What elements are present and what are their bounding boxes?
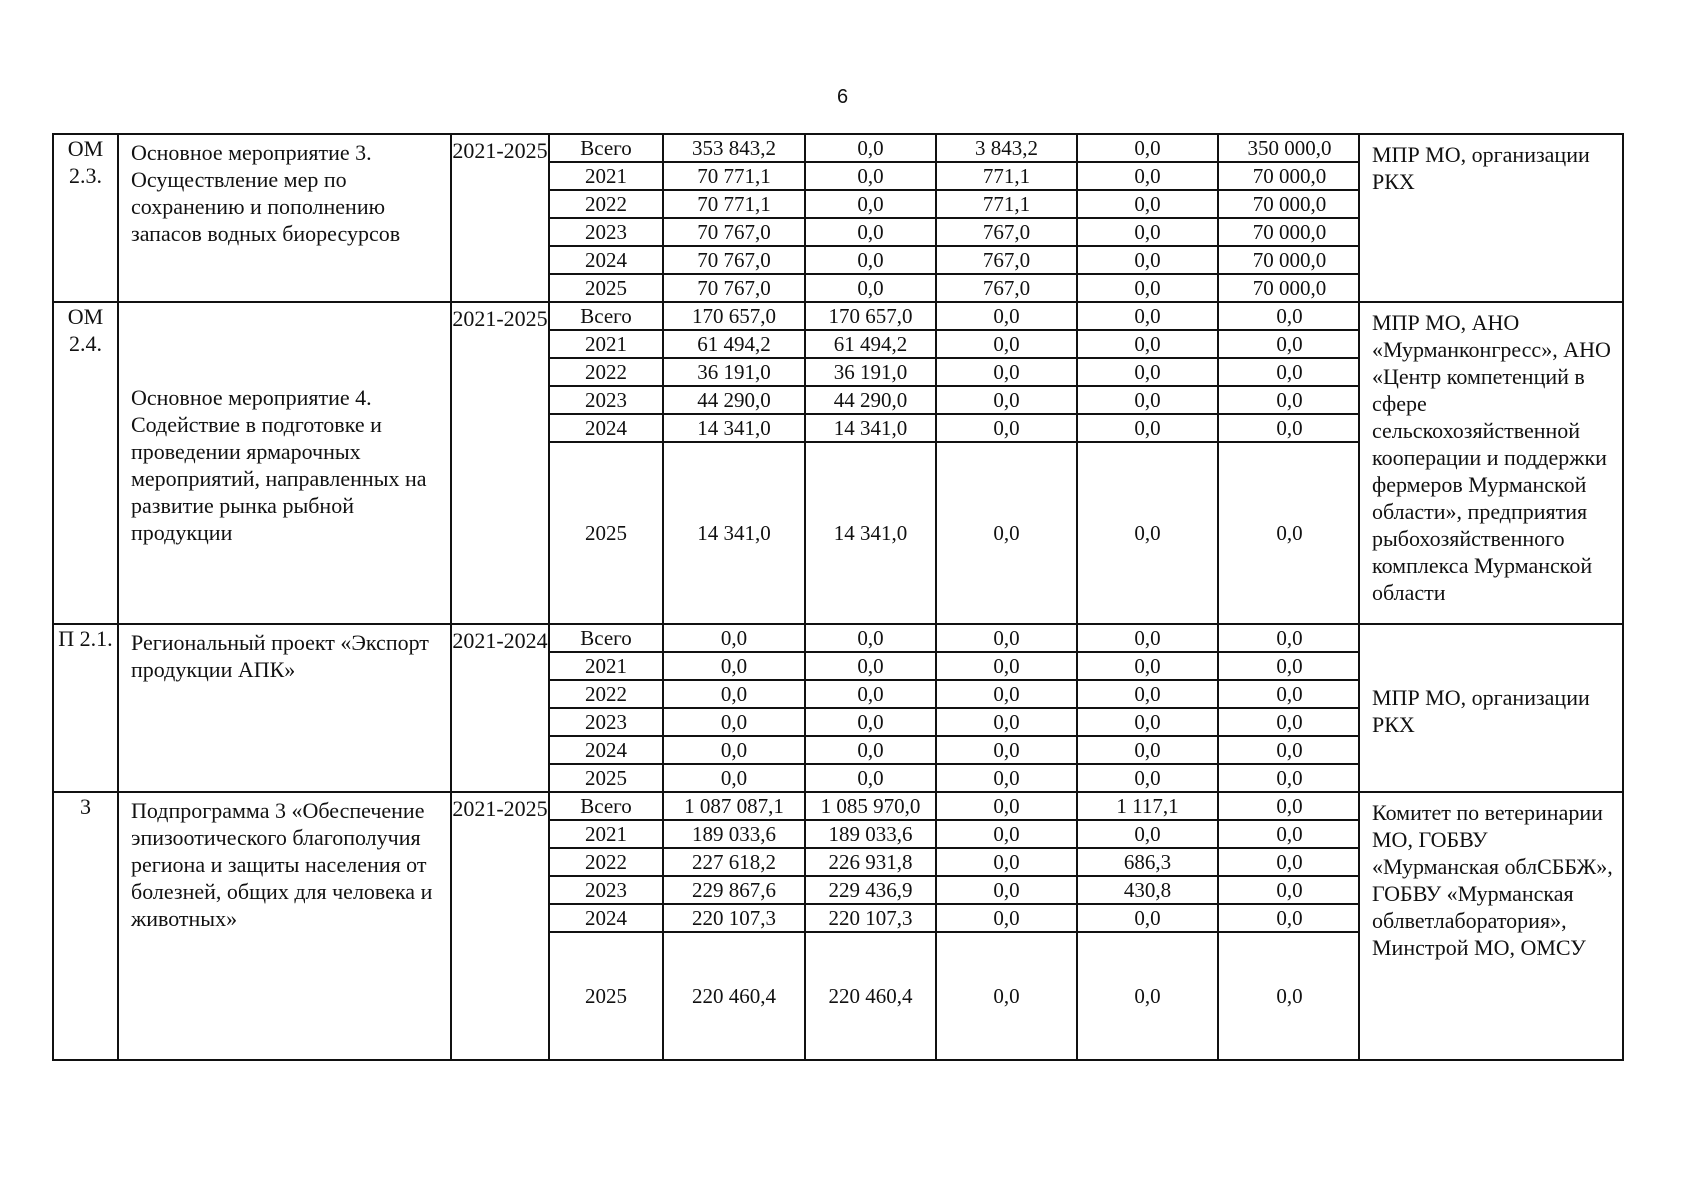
finance-value: 70 000,0: [1218, 274, 1360, 301]
finance-cell: [549, 134, 1359, 302]
finance-row: [550, 848, 1360, 876]
finance-value: 0,0: [1218, 736, 1360, 764]
finance-value: 0,0: [1218, 820, 1360, 848]
finance-value: 353 843,2: [663, 135, 805, 162]
finance-value: 0,0: [1218, 904, 1360, 932]
finance-value: 0,0: [805, 190, 936, 218]
finance-value: 0,0: [1218, 303, 1360, 330]
finance-value: 0,0: [805, 652, 936, 680]
finance-value: 0,0: [1218, 708, 1360, 736]
finance-row: [550, 246, 1360, 274]
finance-row: [550, 190, 1360, 218]
finance-value: 0,0: [1218, 358, 1360, 386]
finance-value: 36 191,0: [663, 358, 805, 386]
row-name: Подпрограмма 3 «Обеспечение эпизоотического благополучия региона и защиты населения от болезней, общих для человека и животных»: [118, 792, 451, 1060]
finance-row: [550, 680, 1360, 708]
finance-value: 14 341,0: [805, 442, 936, 623]
finance-year: Всего: [550, 135, 663, 162]
finance-value: 350 000,0: [1218, 135, 1360, 162]
finance-value: 14 341,0: [663, 414, 805, 442]
finance-value: 0,0: [1077, 162, 1218, 190]
finance-value: 0,0: [805, 680, 936, 708]
finance-value: 229 867,6: [663, 876, 805, 904]
finance-year: 2022: [550, 848, 663, 876]
page-number: 6: [836, 86, 849, 108]
row-code: 3: [53, 792, 118, 1060]
finance-value: 0,0: [805, 274, 936, 301]
finance-table: [550, 793, 1360, 1059]
finance-year: 2023: [550, 876, 663, 904]
finance-value: 14 341,0: [805, 414, 936, 442]
finance-value: 771,1: [936, 190, 1077, 218]
finance-value: 0,0: [936, 652, 1077, 680]
finance-row: [550, 135, 1360, 162]
row-code: П 2.1.: [53, 624, 118, 792]
finance-value: 0,0: [1218, 442, 1360, 623]
table-row: [53, 792, 1623, 1060]
finance-year: 2024: [550, 414, 663, 442]
finance-value: 686,3: [1077, 848, 1218, 876]
finance-value: 0,0: [805, 625, 936, 652]
finance-value: 0,0: [1077, 218, 1218, 246]
row-executors: МПР МО, организации РКХ: [1359, 134, 1623, 302]
finance-value: 70 767,0: [663, 274, 805, 301]
finance-cell: [549, 302, 1359, 624]
finance-row: [550, 274, 1360, 301]
finance-value: 0,0: [1218, 932, 1360, 1059]
finance-value: 0,0: [1077, 414, 1218, 442]
row-period: 2021-2025: [451, 134, 549, 302]
row-name: Основное мероприятие 3. Осуществление мер по сохранению и пополнению запасов водных биоресурсов: [118, 134, 451, 302]
finance-row: [550, 652, 1360, 680]
finance-value: 1 117,1: [1077, 793, 1218, 820]
finance-value: 14 341,0: [663, 442, 805, 623]
finance-value: 0,0: [663, 680, 805, 708]
finance-year: 2021: [550, 330, 663, 358]
finance-value: 430,8: [1077, 876, 1218, 904]
finance-year: Всего: [550, 303, 663, 330]
finance-value: 0,0: [936, 708, 1077, 736]
finance-table: [550, 625, 1360, 791]
finance-table: [550, 135, 1360, 301]
finance-value: 0,0: [1218, 680, 1360, 708]
finance-value: 0,0: [936, 793, 1077, 820]
finance-value: 70 771,1: [663, 162, 805, 190]
finance-value: 61 494,2: [663, 330, 805, 358]
table-row: [53, 302, 1623, 624]
finance-table: [550, 303, 1360, 623]
finance-value: 0,0: [936, 442, 1077, 623]
row-period: 2021-2025: [451, 792, 549, 1060]
row-period: 2021-2025: [451, 302, 549, 624]
row-code: ОМ 2.3.: [53, 134, 118, 302]
finance-value: 0,0: [936, 625, 1077, 652]
row-name: Основное мероприятие 4. Содействие в подготовке и проведении ярмарочных мероприятий, направленных на развитие рынка рыбной продукции: [118, 302, 451, 624]
finance-value: 0,0: [805, 218, 936, 246]
finance-year: 2021: [550, 820, 663, 848]
finance-year: Всего: [550, 793, 663, 820]
finance-value: 0,0: [1077, 246, 1218, 274]
finance-value: 0,0: [936, 736, 1077, 764]
finance-year: 2022: [550, 680, 663, 708]
finance-value: 0,0: [936, 904, 1077, 932]
finance-value: 0,0: [1218, 876, 1360, 904]
table-row: [53, 134, 1623, 302]
finance-year: 2025: [585, 984, 627, 1008]
finance-value: 70 771,1: [663, 190, 805, 218]
finance-value: 0,0: [936, 330, 1077, 358]
table-row: [53, 624, 1623, 792]
finance-year: Всего: [550, 625, 663, 652]
finance-value: 189 033,6: [805, 820, 936, 848]
finance-year: 2024: [550, 904, 663, 932]
finance-value: 1 085 970,0: [805, 793, 936, 820]
finance-year: 2022: [550, 358, 663, 386]
finance-value: 0,0: [1218, 386, 1360, 414]
finance-value: 70 767,0: [663, 246, 805, 274]
finance-value: 0,0: [1218, 652, 1360, 680]
finance-value: 170 657,0: [805, 303, 936, 330]
finance-value: 0,0: [1218, 330, 1360, 358]
finance-value: 0,0: [936, 386, 1077, 414]
finance-value: 61 494,2: [805, 330, 936, 358]
finance-value: 44 290,0: [663, 386, 805, 414]
finance-value: 0,0: [1077, 764, 1218, 791]
finance-row: [550, 218, 1360, 246]
finance-value: 0,0: [663, 625, 805, 652]
finance-cell: [549, 624, 1359, 792]
finance-row: [550, 442, 1360, 623]
finance-cell: [549, 792, 1359, 1060]
finance-value: 0,0: [1218, 848, 1360, 876]
finance-row: [550, 736, 1360, 764]
finance-row: [550, 414, 1360, 442]
finance-year: 2022: [550, 190, 663, 218]
finance-value: 0,0: [936, 876, 1077, 904]
finance-year: 2024: [550, 736, 663, 764]
row-code: ОМ 2.4.: [53, 302, 118, 624]
finance-year: 2025: [585, 276, 627, 300]
finance-row: [550, 764, 1360, 791]
finance-value: 0,0: [1077, 274, 1218, 301]
finance-value: 0,0: [1077, 442, 1218, 623]
finance-value: 0,0: [936, 680, 1077, 708]
finance-value: 0,0: [936, 414, 1077, 442]
row-period: 2021-2024: [451, 624, 549, 792]
finance-value: 0,0: [805, 764, 936, 791]
finance-value: 220 460,4: [805, 932, 936, 1059]
finance-value: 0,0: [1077, 358, 1218, 386]
finance-value: 70 767,0: [663, 218, 805, 246]
finance-value: 0,0: [1077, 932, 1218, 1059]
finance-value: 70 000,0: [1218, 246, 1360, 274]
finance-row: [550, 358, 1360, 386]
finance-year: 2023: [550, 708, 663, 736]
finance-value: 0,0: [1077, 330, 1218, 358]
finance-value: 0,0: [936, 303, 1077, 330]
finance-value: 0,0: [936, 820, 1077, 848]
finance-value: 767,0: [936, 218, 1077, 246]
finance-row: [550, 330, 1360, 358]
finance-value: 170 657,0: [663, 303, 805, 330]
finance-value: 70 000,0: [1218, 162, 1360, 190]
finance-value: 0,0: [1077, 652, 1218, 680]
finance-row: [550, 386, 1360, 414]
finance-value: 0,0: [936, 764, 1077, 791]
finance-value: 0,0: [936, 358, 1077, 386]
finance-value: 0,0: [663, 652, 805, 680]
finance-year: 2021: [550, 652, 663, 680]
finance-row: [550, 820, 1360, 848]
finance-value: 0,0: [663, 736, 805, 764]
row-executors: МПР МО, организации РКХ: [1359, 624, 1623, 792]
finance-year: 2024: [550, 246, 663, 274]
row-executors: Комитет по ветеринарии МО, ГОБВУ «Мурманская облСББЖ», ГОБВУ «Мурманская облветлаборатория», Минстрой МО, ОМСУ: [1359, 792, 1623, 1060]
finance-value: 226 931,8: [805, 848, 936, 876]
finance-value: 3 843,2: [936, 135, 1077, 162]
finance-value: 70 000,0: [1218, 190, 1360, 218]
finance-value: 0,0: [1077, 135, 1218, 162]
finance-value: 767,0: [936, 274, 1077, 301]
program-table: [52, 133, 1624, 1061]
finance-value: 189 033,6: [663, 820, 805, 848]
finance-row: [550, 904, 1360, 932]
finance-value: 70 000,0: [1218, 218, 1360, 246]
finance-value: 0,0: [936, 932, 1077, 1059]
finance-value: 0,0: [1077, 736, 1218, 764]
finance-row: [550, 708, 1360, 736]
finance-value: 0,0: [1077, 190, 1218, 218]
finance-row: [550, 876, 1360, 904]
finance-year: 2021: [550, 162, 663, 190]
finance-value: 0,0: [805, 135, 936, 162]
finance-value: 0,0: [1077, 386, 1218, 414]
finance-value: 36 191,0: [805, 358, 936, 386]
finance-value: 0,0: [1077, 680, 1218, 708]
finance-year: 2023: [550, 218, 663, 246]
row-executors: МПР МО, АНО «Мурманконгресс», АНО «Центр компетенций в сфере сельскохозяйственной кооперации и поддержки фермеров Мурманской области», предприятия рыбохозяйственного комплекса Мурманской области: [1359, 302, 1623, 624]
finance-value: 0,0: [1218, 764, 1360, 791]
finance-value: 0,0: [805, 736, 936, 764]
finance-value: 0,0: [1077, 820, 1218, 848]
finance-value: 220 107,3: [663, 904, 805, 932]
finance-value: 0,0: [1218, 625, 1360, 652]
finance-value: 0,0: [663, 708, 805, 736]
finance-value: 0,0: [805, 246, 936, 274]
finance-value: 1 087 087,1: [663, 793, 805, 820]
finance-value: 767,0: [936, 246, 1077, 274]
finance-row: [550, 162, 1360, 190]
finance-row: [550, 932, 1360, 1059]
finance-value: 220 107,3: [805, 904, 936, 932]
finance-year: 2025: [585, 766, 627, 790]
finance-value: 0,0: [936, 848, 1077, 876]
finance-value: 0,0: [1218, 414, 1360, 442]
finance-value: 0,0: [1077, 303, 1218, 330]
finance-row: [550, 793, 1360, 820]
finance-value: 0,0: [663, 764, 805, 791]
finance-value: 0,0: [805, 162, 936, 190]
finance-value: 220 460,4: [663, 932, 805, 1059]
finance-row: [550, 303, 1360, 330]
finance-value: 229 436,9: [805, 876, 936, 904]
finance-value: 0,0: [1218, 793, 1360, 820]
finance-value: 0,0: [1077, 708, 1218, 736]
finance-value: 771,1: [936, 162, 1077, 190]
finance-value: 0,0: [805, 708, 936, 736]
finance-year: 2025: [585, 521, 627, 545]
finance-value: 0,0: [1077, 625, 1218, 652]
finance-year: 2023: [550, 386, 663, 414]
finance-row: [550, 625, 1360, 652]
finance-value: 0,0: [1077, 904, 1218, 932]
finance-value: 44 290,0: [805, 386, 936, 414]
finance-value: 227 618,2: [663, 848, 805, 876]
row-name: Региональный проект «Экспорт продукции АПК»: [118, 624, 451, 792]
